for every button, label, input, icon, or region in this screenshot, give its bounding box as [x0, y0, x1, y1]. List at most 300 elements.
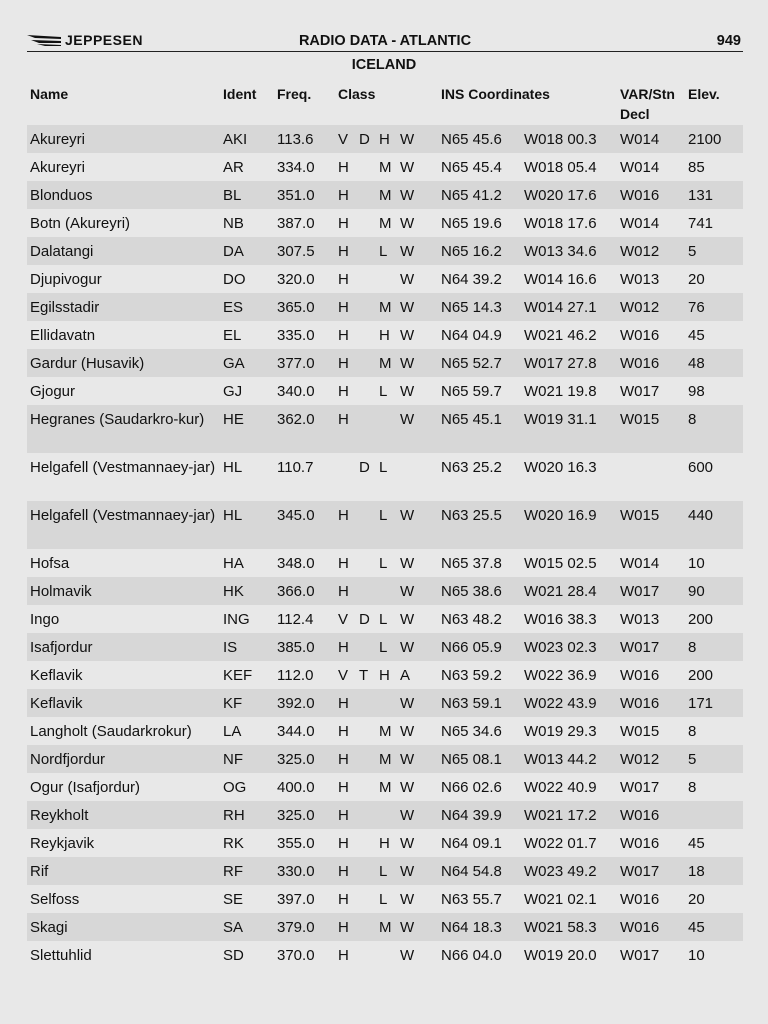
station-lat: N65 59.7	[441, 383, 502, 400]
table-row	[27, 349, 743, 377]
station-class-code: W	[400, 215, 415, 232]
station-var: W014	[620, 555, 660, 572]
station-class-code: H	[338, 891, 349, 908]
station-ident: KEF	[223, 667, 253, 684]
station-lat: N63 48.2	[441, 611, 502, 628]
station-class-code: M	[379, 299, 392, 316]
station-class-code: M	[379, 159, 392, 176]
station-lat: N65 41.2	[441, 187, 502, 204]
station-ident: EL	[223, 327, 242, 344]
station-lon: W018 05.4	[524, 159, 597, 176]
station-lon: W013 34.6	[524, 243, 597, 260]
station-freq: 345.0	[277, 507, 315, 524]
station-lat: N66 02.6	[441, 779, 502, 796]
station-name: Blonduos	[30, 187, 93, 204]
station-freq: 387.0	[277, 215, 315, 232]
station-freq: 397.0	[277, 891, 315, 908]
station-elev: 8	[688, 639, 697, 656]
station-lat: N65 34.6	[441, 723, 502, 740]
station-lon: W015 02.5	[524, 555, 597, 572]
station-class-code: L	[379, 459, 388, 476]
table-row	[27, 829, 743, 857]
station-ident: KF	[223, 695, 243, 712]
station-freq: 330.0	[277, 863, 315, 880]
table-row	[27, 453, 743, 501]
station-var: W015	[620, 507, 660, 524]
station-lat: N66 04.0	[441, 947, 502, 964]
station-lat: N63 25.5	[441, 507, 502, 524]
station-class-code: W	[400, 583, 415, 600]
station-name: Akureyri	[30, 131, 86, 148]
station-ident: IS	[223, 639, 238, 656]
station-lon: W019 31.1	[524, 411, 597, 428]
page-number: 949	[716, 33, 741, 49]
station-ident: NF	[223, 751, 243, 768]
station-freq: 320.0	[277, 271, 315, 288]
station-class-code: H	[379, 667, 390, 684]
table-row	[27, 501, 743, 549]
station-elev: 76	[688, 299, 705, 316]
station-elev: 20	[688, 271, 705, 288]
station-lon: W023 49.2	[524, 863, 597, 880]
station-name: Ingo	[30, 611, 60, 628]
station-class-code: W	[400, 611, 415, 628]
station-class-code: D	[359, 131, 370, 148]
station-lat: N63 25.2	[441, 459, 502, 476]
station-ident: AR	[223, 159, 244, 176]
station-var: W012	[620, 751, 660, 768]
station-class-code: H	[338, 751, 349, 768]
station-elev: 10	[688, 555, 705, 572]
station-class-code: V	[338, 667, 349, 684]
station-name: Hofsa	[30, 555, 70, 572]
station-freq: 379.0	[277, 919, 315, 936]
station-elev: 98	[688, 383, 705, 400]
table-row	[27, 773, 743, 801]
logo-text: JEPPESEN	[65, 32, 143, 48]
station-class-code: M	[379, 187, 392, 204]
station-var: W015	[620, 723, 660, 740]
table-header	[27, 84, 743, 124]
station-freq: 351.0	[277, 187, 315, 204]
station-freq: 370.0	[277, 947, 315, 964]
station-ident: ES	[223, 299, 244, 316]
station-class-code: W	[400, 411, 415, 428]
station-lon: W022 01.7	[524, 835, 597, 852]
station-class-code: W	[400, 695, 415, 712]
station-elev: 85	[688, 159, 705, 176]
station-var: W016	[620, 327, 660, 344]
station-class-code: W	[400, 723, 415, 740]
station-lat: N65 14.3	[441, 299, 502, 316]
station-lat: N64 09.1	[441, 835, 502, 852]
station-name: Gjogur	[30, 383, 76, 400]
station-ident: RH	[223, 807, 245, 824]
station-class-code: H	[338, 583, 349, 600]
station-class-code: H	[338, 507, 349, 524]
station-class-code: W	[400, 299, 415, 316]
station-freq: 334.0	[277, 159, 315, 176]
station-elev: 8	[688, 411, 697, 428]
station-elev: 45	[688, 919, 705, 936]
station-freq: 377.0	[277, 355, 315, 372]
station-elev: 600	[688, 459, 714, 476]
station-var: W016	[620, 807, 660, 824]
station-name: Reykjavik	[30, 835, 95, 852]
col-var-line2: Decl	[620, 106, 650, 122]
page-header	[27, 30, 743, 52]
station-var: W016	[620, 695, 660, 712]
table-row	[27, 633, 743, 661]
station-name: Ellidavatn	[30, 327, 96, 344]
station-var: W017	[620, 947, 660, 964]
station-freq: 362.0	[277, 411, 315, 428]
station-freq: 344.0	[277, 723, 315, 740]
station-class-code: W	[400, 751, 415, 768]
station-class-code: H	[338, 555, 349, 572]
station-elev: 8	[688, 723, 697, 740]
station-var: W014	[620, 215, 660, 232]
station-lon: W020 16.9	[524, 507, 597, 524]
station-name: Ogur (Isafjordur)	[30, 779, 141, 796]
table-row	[27, 689, 743, 717]
station-freq: 325.0	[277, 807, 315, 824]
station-class-code: W	[400, 891, 415, 908]
station-ident: ING	[223, 611, 250, 628]
station-ident: AKI	[223, 131, 248, 148]
station-freq: 335.0	[277, 327, 315, 344]
station-class-code: W	[400, 807, 415, 824]
station-freq: 325.0	[277, 751, 315, 768]
station-lat: N65 45.1	[441, 411, 502, 428]
station-var: W017	[620, 863, 660, 880]
station-elev: 741	[688, 215, 714, 232]
station-class-code: H	[338, 327, 349, 344]
station-ident: DA	[223, 243, 244, 260]
station-class-code: M	[379, 919, 392, 936]
station-elev: 8	[688, 779, 697, 796]
station-lat: N64 54.8	[441, 863, 502, 880]
station-lon: W021 19.8	[524, 383, 597, 400]
station-lon: W014 27.1	[524, 299, 597, 316]
station-lat: N64 18.3	[441, 919, 502, 936]
station-class-code: W	[400, 327, 415, 344]
station-lon: W021 17.2	[524, 807, 597, 824]
section-title: ICELAND	[351, 57, 417, 73]
station-class-code: H	[338, 919, 349, 936]
station-elev: 5	[688, 243, 697, 260]
table-row	[27, 745, 743, 773]
station-class-code: H	[338, 835, 349, 852]
station-name: Keflavik	[30, 695, 83, 712]
station-var: W013	[620, 611, 660, 628]
table-row	[27, 885, 743, 913]
station-class-code: L	[379, 611, 388, 628]
station-var: W016	[620, 835, 660, 852]
station-elev: 5	[688, 751, 697, 768]
station-var: W016	[620, 187, 660, 204]
station-lon: W021 46.2	[524, 327, 597, 344]
station-class-code: L	[379, 507, 388, 524]
station-class-code: H	[379, 835, 390, 852]
station-lat: N65 19.6	[441, 215, 502, 232]
station-lon: W021 28.4	[524, 583, 597, 600]
station-lon: W021 58.3	[524, 919, 597, 936]
station-class-code: M	[379, 779, 392, 796]
station-class-code: V	[338, 131, 349, 148]
station-class-code: H	[338, 779, 349, 796]
station-ident: BL	[223, 187, 242, 204]
station-lat: N65 37.8	[441, 555, 502, 572]
station-class-code: W	[400, 159, 415, 176]
station-class-code: W	[400, 383, 415, 400]
station-ident: HL	[223, 459, 243, 476]
station-class-code: D	[359, 611, 370, 628]
station-name: Selfoss	[30, 891, 80, 908]
station-lat: N64 04.9	[441, 327, 502, 344]
station-name: Skagi	[30, 919, 68, 936]
station-lat: N66 05.9	[441, 639, 502, 656]
station-elev: 171	[688, 695, 714, 712]
col-ident: Ident	[223, 86, 257, 102]
station-name: Holmavik	[30, 583, 92, 600]
table-row	[27, 293, 743, 321]
station-lon: W023 02.3	[524, 639, 597, 656]
station-name: Dalatangi	[30, 243, 94, 260]
station-class-code: H	[338, 243, 349, 260]
station-ident: HE	[223, 411, 244, 428]
table-row	[27, 209, 743, 237]
station-class-code: W	[400, 835, 415, 852]
table-row	[27, 605, 743, 633]
table-row	[27, 549, 743, 577]
station-var: W017	[620, 639, 660, 656]
table-row	[27, 941, 743, 969]
station-ident: RK	[223, 835, 244, 852]
station-class-code: H	[379, 131, 390, 148]
station-name: Isafjordur	[30, 639, 93, 656]
station-freq: 307.5	[277, 243, 315, 260]
station-ident: LA	[223, 723, 242, 740]
station-name: Gardur (Husavik)	[30, 355, 145, 372]
station-name: Langholt (Saudarkrokur)	[30, 723, 192, 740]
col-class: Class	[338, 86, 376, 102]
station-class-code: T	[359, 667, 369, 684]
station-class-code: H	[338, 807, 349, 824]
station-lon: W019 20.0	[524, 947, 597, 964]
station-ident: HL	[223, 507, 243, 524]
station-class-code: M	[379, 355, 392, 372]
station-name: Hegranes (Saudarkro-kur)	[30, 411, 205, 428]
station-class-code: H	[338, 947, 349, 964]
station-lat: N65 45.6	[441, 131, 502, 148]
station-class-code: W	[400, 507, 415, 524]
station-freq: 340.0	[277, 383, 315, 400]
station-lon: W016 38.3	[524, 611, 597, 628]
station-freq: 400.0	[277, 779, 315, 796]
station-ident: RF	[223, 863, 243, 880]
station-ident: HA	[223, 555, 244, 572]
station-class-code: H	[338, 355, 349, 372]
table-row	[27, 125, 743, 153]
station-lon: W021 02.1	[524, 891, 597, 908]
station-var: W017	[620, 383, 660, 400]
station-freq: 348.0	[277, 555, 315, 572]
station-name: Reykholt	[30, 807, 89, 824]
station-class-code: M	[379, 723, 392, 740]
station-elev: 45	[688, 327, 705, 344]
station-class-code: W	[400, 271, 415, 288]
station-lon: W022 36.9	[524, 667, 597, 684]
station-lon: W022 40.9	[524, 779, 597, 796]
station-name: Rif	[30, 863, 49, 880]
station-class-code: H	[338, 723, 349, 740]
table-row	[27, 153, 743, 181]
station-class-code: H	[338, 863, 349, 880]
station-ident: SE	[223, 891, 244, 908]
station-class-code: H	[338, 159, 349, 176]
station-lat: N64 39.2	[441, 271, 502, 288]
col-name: Name	[30, 86, 69, 102]
station-name: Nordfjordur	[30, 751, 106, 768]
col-var-line1: VAR/Stn	[620, 86, 675, 102]
station-lon: W020 17.6	[524, 187, 597, 204]
station-elev: 48	[688, 355, 705, 372]
station-freq: 112.4	[277, 611, 314, 628]
station-lon: W020 16.3	[524, 459, 597, 476]
station-lat: N65 08.1	[441, 751, 502, 768]
station-class-code: W	[400, 555, 415, 572]
col-coords: INS Coordinates	[441, 86, 550, 102]
station-elev: 200	[688, 667, 714, 684]
station-class-code: V	[338, 611, 349, 628]
station-class-code: L	[379, 891, 388, 908]
station-class-code: L	[379, 555, 388, 572]
station-elev: 10	[688, 947, 705, 964]
document-title: RADIO DATA - ATLANTIC	[298, 33, 472, 49]
station-class-code: H	[338, 215, 349, 232]
station-lat: N64 39.9	[441, 807, 502, 824]
station-class-code: H	[338, 411, 349, 428]
station-table	[27, 125, 743, 969]
station-class-code: M	[379, 215, 392, 232]
station-elev: 90	[688, 583, 705, 600]
station-elev: 131	[688, 187, 714, 204]
table-row	[27, 265, 743, 293]
station-name: Slettuhlid	[30, 947, 92, 964]
station-lon: W022 43.9	[524, 695, 597, 712]
station-var: W014	[620, 131, 660, 148]
station-var: W016	[620, 891, 660, 908]
station-name: Akureyri	[30, 159, 86, 176]
station-elev: 2100	[688, 131, 722, 148]
station-elev: 20	[688, 891, 705, 908]
station-name: Keflavik	[30, 667, 83, 684]
table-row	[27, 577, 743, 605]
station-lat: N65 52.7	[441, 355, 502, 372]
station-lon: W014 16.6	[524, 271, 597, 288]
station-lat: N63 59.2	[441, 667, 502, 684]
station-class-code: W	[400, 639, 415, 656]
station-class-code: W	[400, 355, 415, 372]
station-class-code: W	[400, 187, 415, 204]
station-ident: SD	[223, 947, 244, 964]
table-row	[27, 801, 743, 829]
station-var: W013	[620, 271, 660, 288]
station-class-code: L	[379, 863, 388, 880]
station-ident: OG	[223, 779, 247, 796]
station-ident: HK	[223, 583, 244, 600]
station-lat: N63 55.7	[441, 891, 502, 908]
station-var: W017	[620, 583, 660, 600]
station-elev: 440	[688, 507, 714, 524]
station-var: W016	[620, 919, 660, 936]
table-row	[27, 405, 743, 453]
station-name: Helgafell (Vestmannaey-jar)	[30, 507, 216, 524]
station-lon: W018 00.3	[524, 131, 597, 148]
table-row	[27, 857, 743, 885]
table-row	[27, 181, 743, 209]
table-row	[27, 661, 743, 689]
col-var	[620, 84, 675, 124]
station-lat: N65 45.4	[441, 159, 502, 176]
station-ident: GJ	[223, 383, 243, 400]
col-freq: Freq.	[277, 86, 312, 102]
station-ident: SA	[223, 919, 244, 936]
station-class-code: H	[338, 271, 349, 288]
table-row	[27, 237, 743, 265]
station-lat: N65 38.6	[441, 583, 502, 600]
station-lon: W019 29.3	[524, 723, 597, 740]
table-row	[27, 913, 743, 941]
station-freq: 112.0	[277, 667, 314, 684]
station-elev: 200	[688, 611, 714, 628]
station-class-code: W	[400, 947, 415, 964]
station-lat: N63 59.1	[441, 695, 502, 712]
station-class-code: H	[338, 299, 349, 316]
station-class-code: H	[338, 695, 349, 712]
station-class-code: W	[400, 131, 415, 148]
station-freq: 110.7	[277, 459, 314, 476]
station-class-code: L	[379, 383, 388, 400]
station-name: Helgafell (Vestmannaey-jar)	[30, 459, 216, 476]
station-var: W017	[620, 779, 660, 796]
station-class-code: H	[338, 639, 349, 656]
station-name: Egilsstadir	[30, 299, 100, 316]
table-row	[27, 717, 743, 745]
station-class-code: H	[338, 187, 349, 204]
station-class-code: A	[400, 667, 411, 684]
station-lon: W013 44.2	[524, 751, 597, 768]
station-ident: NB	[223, 215, 244, 232]
station-class-code: W	[400, 779, 415, 796]
station-freq: 113.6	[277, 131, 314, 148]
station-ident: GA	[223, 355, 245, 372]
station-freq: 365.0	[277, 299, 315, 316]
station-name: Djupivogur	[30, 271, 102, 288]
station-var: W015	[620, 411, 660, 428]
station-class-code: L	[379, 639, 388, 656]
station-var: W012	[620, 299, 660, 316]
table-row	[27, 321, 743, 349]
station-class-code: L	[379, 243, 388, 260]
station-var: W014	[620, 159, 660, 176]
station-class-code: W	[400, 243, 415, 260]
col-elev: Elev.	[688, 86, 720, 102]
station-lon: W017 27.8	[524, 355, 597, 372]
station-elev: 45	[688, 835, 705, 852]
station-class-code: H	[338, 383, 349, 400]
